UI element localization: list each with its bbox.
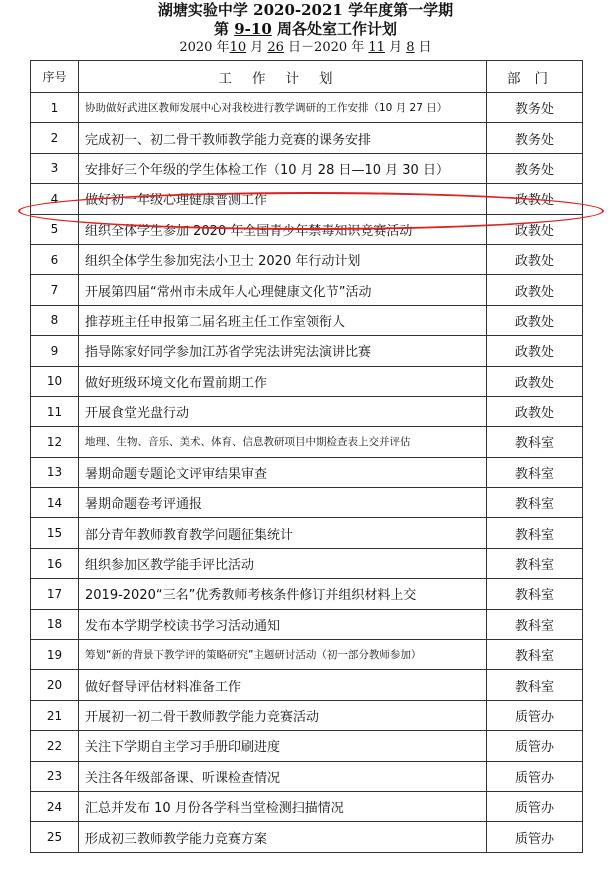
row-department: 教科室	[487, 640, 583, 670]
row-department: 教科室	[487, 427, 583, 457]
table-row	[31, 427, 583, 457]
table-body	[31, 93, 583, 853]
table-header-row	[31, 61, 583, 93]
row-task: 推荐班主任申报第二届名班主任工作室领衔人	[79, 305, 487, 335]
table-row	[31, 396, 583, 426]
row-department: 政教处	[487, 366, 583, 396]
row-task: 开展第四届“常州市未成年人心理健康文化节”活动	[79, 275, 487, 305]
row-task: 筹划“新的背景下教学评的策略研究”主题研讨活动（初一部分教师参加）	[79, 640, 487, 670]
table-row	[31, 640, 583, 670]
date-text: 日－2020 年	[283, 40, 369, 55]
date-end-day: 8	[406, 40, 415, 55]
row-department: 质管办	[487, 761, 583, 791]
row-number: 1	[31, 93, 79, 123]
header-number: 序号	[31, 61, 79, 93]
row-number: 5	[31, 214, 79, 244]
row-number: 7	[31, 275, 79, 305]
subtitle-suffix: 周各处室工作计划	[271, 20, 397, 38]
row-task: 关注下学期自主学习手册印刷进度	[79, 731, 487, 761]
date-start-day: 26	[267, 40, 284, 55]
row-department: 政教处	[487, 184, 583, 214]
row-task: 开展食堂光盘行动	[79, 396, 487, 426]
subtitle-prefix: 第	[213, 20, 235, 38]
row-task: 组织参加区教学能手评比活动	[79, 548, 487, 578]
row-department: 政教处	[487, 275, 583, 305]
table-row	[31, 457, 583, 487]
row-department: 教务处	[487, 123, 583, 153]
row-department: 教务处	[487, 153, 583, 183]
table-row	[31, 275, 583, 305]
row-number: 24	[31, 791, 79, 821]
date-range	[0, 41, 611, 54]
table-row	[31, 305, 583, 335]
date-text: 月	[384, 40, 407, 55]
table-row	[31, 822, 583, 852]
table-row	[31, 670, 583, 700]
table-row	[31, 93, 583, 123]
row-task: 部分青年教师教育教学问题征集统计	[79, 518, 487, 548]
row-task: 组织全体学生参加宪法小卫士 2020 年行动计划	[79, 244, 487, 274]
row-department: 政教处	[487, 214, 583, 244]
row-number: 9	[31, 336, 79, 366]
date-text: 月	[246, 40, 268, 55]
document-title: 湖塘实验中学 2020-2021 学年度第一学期	[157, 1, 454, 19]
row-department: 教科室	[487, 548, 583, 578]
table-row	[31, 518, 583, 548]
table-row	[31, 761, 583, 791]
row-department: 教务处	[487, 93, 583, 123]
row-task: 关注各年级部备课、听课检查情况	[79, 761, 487, 791]
row-number: 10	[31, 366, 79, 396]
table-row	[31, 123, 583, 153]
row-task: 2019-2020“三名”优秀教师考核条件修订并组织材料上交	[79, 579, 487, 609]
work-plan-table	[30, 60, 583, 853]
row-task: 地理、生物、音乐、美术、体育、信息教研项目中期检查表上交并评估	[79, 427, 487, 457]
table-row	[31, 244, 583, 274]
row-department: 教科室	[487, 488, 583, 518]
row-task: 汇总并发布 10 月份各学科当堂检测扫描情况	[79, 791, 487, 821]
row-number: 17	[31, 579, 79, 609]
row-task: 做好班级环境文化布置前期工作	[79, 366, 487, 396]
row-task: 安排好三个年级的学生体检工作（10 月 28 日—10 月 30 日）	[79, 153, 487, 183]
row-department: 教科室	[487, 609, 583, 639]
document-subtitle	[0, 22, 611, 37]
row-number: 19	[31, 640, 79, 670]
row-number: 6	[31, 244, 79, 274]
row-department: 质管办	[487, 700, 583, 730]
table-row	[31, 609, 583, 639]
table-row	[31, 579, 583, 609]
row-number: 16	[31, 548, 79, 578]
table-row	[31, 366, 583, 396]
row-department: 教科室	[487, 670, 583, 700]
row-number: 20	[31, 670, 79, 700]
row-number: 2	[31, 123, 79, 153]
row-number: 12	[31, 427, 79, 457]
row-task: 暑期命题卷考评通报	[79, 488, 487, 518]
table-row	[31, 791, 583, 821]
week-range: 9-10	[234, 20, 272, 38]
row-department: 质管办	[487, 822, 583, 852]
row-department: 教科室	[487, 579, 583, 609]
header-department: 部门	[487, 61, 583, 93]
row-department: 质管办	[487, 731, 583, 761]
row-number: 23	[31, 761, 79, 791]
row-number: 14	[31, 488, 79, 518]
header-work-plan: 工作计划	[79, 61, 487, 93]
row-department: 教科室	[487, 457, 583, 487]
row-number: 18	[31, 609, 79, 639]
row-task: 开展初一初二骨干教师教学能力竞赛活动	[79, 700, 487, 730]
row-department: 政教处	[487, 305, 583, 335]
row-number: 21	[31, 700, 79, 730]
row-number: 22	[31, 731, 79, 761]
row-task: 指导陈家好同学参加江苏省学宪法讲宪法演讲比赛	[79, 336, 487, 366]
table-row	[31, 336, 583, 366]
row-task: 协助做好武进区教师发展中心对我校进行教学调研的工作安排（10 月 27 日）	[79, 93, 487, 123]
row-task: 暑期命题专题论文评审结果审查	[79, 457, 487, 487]
row-number: 25	[31, 822, 79, 852]
row-department: 质管办	[487, 791, 583, 821]
row-task: 做好督导评估材料准备工作	[79, 670, 487, 700]
date-start-year: 2020 年	[179, 40, 230, 55]
date-text: 日	[414, 40, 432, 55]
row-task: 组织全体学生参加 2020 年全国青少年禁毒知识竞赛活动	[79, 214, 487, 244]
row-number: 3	[31, 153, 79, 183]
row-number: 8	[31, 305, 79, 335]
row-department: 政教处	[487, 336, 583, 366]
row-task: 做好初一年级心理健康普测工作	[79, 184, 487, 214]
row-number: 15	[31, 518, 79, 548]
table-row	[31, 488, 583, 518]
row-number: 4	[31, 184, 79, 214]
table-row	[31, 700, 583, 730]
table-row	[31, 153, 583, 183]
table-row	[31, 548, 583, 578]
row-task: 发布本学期学校读书学习活动通知	[79, 609, 487, 639]
row-task: 形成初三教师教学能力竞赛方案	[79, 822, 487, 852]
table-row	[31, 214, 583, 244]
row-number: 13	[31, 457, 79, 487]
row-department: 教科室	[487, 518, 583, 548]
date-end-month: 11	[368, 40, 385, 55]
row-number: 11	[31, 396, 79, 426]
row-department: 政教处	[487, 396, 583, 426]
table-row	[31, 184, 583, 214]
row-department: 政教处	[487, 244, 583, 274]
table-row	[31, 731, 583, 761]
row-task: 完成初一、初二骨干教师教学能力竞赛的课务安排	[79, 123, 487, 153]
date-start-month: 10	[229, 40, 247, 55]
